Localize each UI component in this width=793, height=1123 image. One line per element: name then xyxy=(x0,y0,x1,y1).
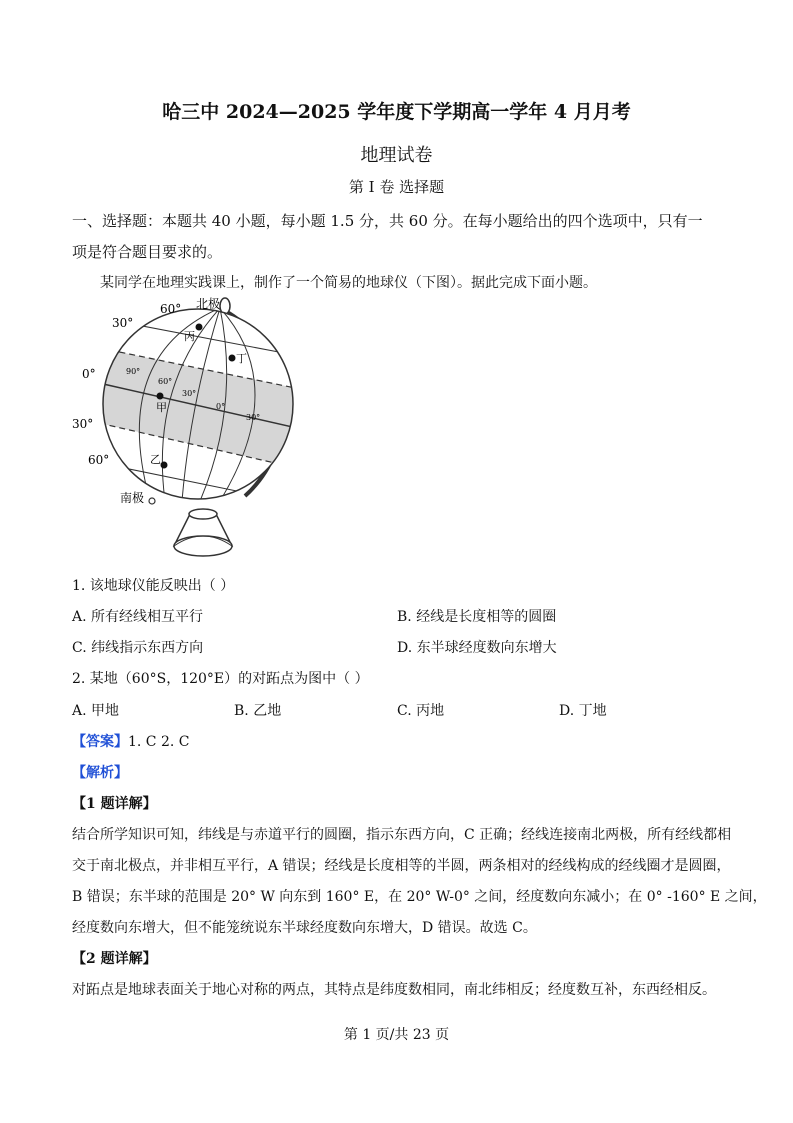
point-ding xyxy=(229,355,236,362)
lat-label-30n: 30° xyxy=(112,316,134,330)
q1-detail-line2: 交于南北极点，并非相互平行，A 错误；经线是长度相等的半圆，两条相对的经线构成的经线圈才是圆圈， xyxy=(72,858,731,874)
answer-text: 1. C 2. C xyxy=(128,734,190,750)
q1-detail-line1: 结合所学知识可知，纬线是与赤道平行的圆圈，指示东西方向，C 正确；经线连接南北两极，所有经线都相 xyxy=(72,827,732,843)
question-intro: 某同学在地理实践课上，制作了一个简易的地球仪（下图）。据此完成下面小题。 xyxy=(100,275,597,291)
q1-option-b: B. 经线是长度相等的圆圈 xyxy=(397,609,557,625)
point-yi-label: 乙 xyxy=(150,453,161,466)
globe-figure xyxy=(70,296,305,568)
q1-detail-line3: B 错误；东半球的范围是 20° W 向东到 160° E，在 20° W-0° 之间，经度数向东减小；在 0° -160° E 之间， xyxy=(72,889,767,905)
lat-label-0: 0° xyxy=(82,367,96,381)
question-1-stem: 1. 该地球仪能反映出（ ） xyxy=(72,578,235,594)
lat-label-30s: 30° xyxy=(72,417,94,431)
point-ding-label: 丁 xyxy=(236,352,247,365)
point-jia-label: 甲 xyxy=(156,401,167,414)
q1-option-a: A. 所有经线相互平行 xyxy=(72,609,204,625)
page-title: 哈三中 2024—2025 学年度下学期高一学年 4 月月考 xyxy=(162,101,631,123)
answer-tag: 【答案】 xyxy=(72,734,128,750)
section-instruction-line2: 项是符合题目要求的。 xyxy=(72,243,223,261)
q2-option-a: A. 甲地 xyxy=(72,703,120,719)
lon-label-0: 0° xyxy=(216,402,226,411)
point-bing-label: 丙 xyxy=(184,330,195,343)
q2-option-b: B. 乙地 xyxy=(234,703,282,719)
q2-detail-line: 对跖点是地球表面关于地心对称的两点，其特点是纬度数相同，南北纬相反；经度数互补，东西经相反。 xyxy=(72,982,716,998)
question-2-stem: 2. 某地（60°S，120°E）的对跖点为图中（ ） xyxy=(72,671,369,687)
volume-heading: 第 I 卷 选择题 xyxy=(348,178,445,196)
lon-label-90: 90° xyxy=(126,367,141,376)
q2-option-c: C. 丙地 xyxy=(397,703,445,719)
lon-label-60: 60° xyxy=(158,377,173,386)
point-yi xyxy=(161,462,168,469)
point-bing xyxy=(196,324,203,331)
q1-detail-line4: 经度数向东增大，但不能笼统说东半球经度数向东增大，D 错误。故选 C。 xyxy=(72,920,537,936)
q1-option-d: D. 东半球经度数向东增大 xyxy=(397,640,557,656)
answer-line xyxy=(72,731,190,751)
north-pole-label: 北极 xyxy=(196,297,221,311)
q2-option-d: D. 丁地 xyxy=(559,703,607,719)
point-jia xyxy=(157,393,164,400)
lat-label-60n: 60° xyxy=(160,302,182,316)
exam-subject: 地理试卷 xyxy=(360,145,433,166)
q1-detail-tag: 【1 题详解】 xyxy=(72,796,157,812)
lat-label-60s: 60° xyxy=(88,453,110,467)
lon-label-30: 30° xyxy=(182,389,197,398)
q2-detail-tag: 【2 题详解】 xyxy=(72,951,157,967)
south-pole-label: 南极 xyxy=(120,491,145,505)
section-instruction-line1: 一、选择题：本题共 40 小题，每小题 1.5 分，共 60 分。在每小题给出的四个选项中，只有一 xyxy=(72,212,703,230)
page-footer: 第 1 页/共 23 页 xyxy=(343,1027,450,1043)
lon-label-30e: 30° xyxy=(246,413,261,422)
analysis-tag: 【解析】 xyxy=(72,765,128,781)
q1-option-c: C. 纬线指示东西方向 xyxy=(72,640,204,656)
